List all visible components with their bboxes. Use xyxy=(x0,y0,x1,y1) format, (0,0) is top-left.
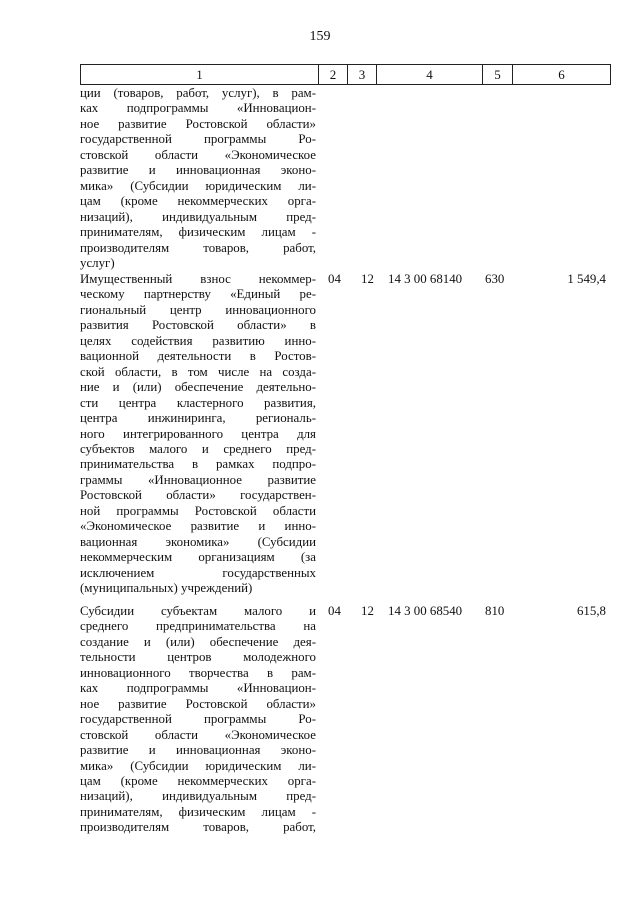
description-line: создание и (или) обеспечение дея- xyxy=(80,634,316,649)
subsection-code: 12 xyxy=(361,604,374,618)
description-line: мика» (Субсидии юридическим ли- xyxy=(80,178,316,193)
description-line: ской области, в том числе на созда- xyxy=(80,364,316,379)
description-line: некоммерческим организациям (за xyxy=(80,550,316,565)
description-line: производителям товаров, работ, xyxy=(80,820,316,835)
description-line: «Экономическое развитие и инно- xyxy=(80,519,316,534)
amount: 1 549,4 xyxy=(567,272,606,286)
section-code: 04 xyxy=(328,272,341,286)
description-line: развитие и инновационная эконо- xyxy=(80,163,316,178)
description-line: инновационного творчества в рам- xyxy=(80,665,316,680)
description-line: центра инжиниринга, региональ- xyxy=(80,411,316,426)
description-line: Ростовской области» государствен- xyxy=(80,488,316,503)
description-line: цам (кроме некоммерческих орга- xyxy=(80,773,316,788)
expense-type-code: 810 xyxy=(485,604,505,618)
description-line: ции (товаров, работ, услуг), в рам- xyxy=(80,86,316,100)
description-line: низаций), индивидуальным пред- xyxy=(80,789,316,804)
description-line: мика» (Субсидии юридическим ли- xyxy=(80,758,316,773)
description-line: принимателям, физическим лицам - xyxy=(80,804,316,819)
description-line: вационной деятельности в Ростов- xyxy=(80,349,316,364)
row-description xyxy=(80,272,316,597)
description-line: низаций), индивидуальным пред- xyxy=(80,209,316,224)
description-line: стовской области «Экономическое xyxy=(80,147,316,162)
target-article-code: 14 3 00 68140 xyxy=(388,272,463,286)
description-line: ной программы Ростовской области xyxy=(80,503,316,518)
row-description xyxy=(80,86,316,271)
description-line: субъектов малого и среднего пред- xyxy=(80,441,316,456)
description-line: гиональный центр инновационного xyxy=(80,302,316,317)
description-line: вационная экономика» (Субсидии xyxy=(80,534,316,549)
description-line: услуг) xyxy=(80,255,115,270)
description-line: производителям товаров, работ, xyxy=(80,240,316,255)
description-line: ках подпрограммы «Инновацион- xyxy=(80,681,316,696)
page-number: 159 xyxy=(309,29,331,44)
description-line: целях содействия развитию инно- xyxy=(80,333,316,348)
description-line: развития Ростовской области» в xyxy=(80,318,316,333)
description-line: государственной программы Ро- xyxy=(80,712,316,727)
description-line: (муниципальных) учреждений) xyxy=(80,581,253,596)
header-col-6: 6 xyxy=(513,65,611,85)
description-line: ческому партнерству «Единый ре- xyxy=(80,287,316,302)
expense-type-code: 630 xyxy=(485,272,505,286)
description-line: развитие и инновационная эконо- xyxy=(80,743,316,758)
description-line: принимателям, физическим лицам - xyxy=(80,225,316,240)
subsection-code: 12 xyxy=(361,272,374,286)
description-line: исключением государственных xyxy=(80,565,316,580)
description-line: ного интегрированного центра для xyxy=(80,426,316,441)
description-line: ное развитие Ростовской области» xyxy=(80,116,316,131)
header-col-1: 1 xyxy=(81,65,319,85)
description-line: стовской области «Экономическое xyxy=(80,727,316,742)
description-line: ное развитие Ростовской области» xyxy=(80,696,316,711)
description-line: ние и (или) обеспечение деятельно- xyxy=(80,380,316,395)
description-line: ках подпрограммы «Инновацион- xyxy=(80,101,316,116)
header-col-2: 2 xyxy=(319,65,348,85)
table-header xyxy=(80,64,611,85)
description-line: Субсидии субъектам малого и xyxy=(80,604,316,618)
target-article-code: 14 3 00 68540 xyxy=(388,604,463,618)
description-line: тельности центров молодежного xyxy=(80,650,316,665)
description-line: цам (кроме некоммерческих орга- xyxy=(80,194,316,209)
description-line: сти центра кластерного развития, xyxy=(80,395,316,410)
header-col-5: 5 xyxy=(483,65,513,85)
section-code: 04 xyxy=(328,604,341,618)
description-line: среднего предпринимательства на xyxy=(80,619,316,634)
description-line: принимательства в рамках подпро- xyxy=(80,457,316,472)
header-col-4: 4 xyxy=(377,65,483,85)
description-line: Имущественный взнос некоммер- xyxy=(80,272,316,286)
description-line: граммы «Инновационное развитие xyxy=(80,472,316,487)
amount: 615,8 xyxy=(576,604,606,618)
header-col-3: 3 xyxy=(348,65,377,85)
description-line: государственной программы Ро- xyxy=(80,132,316,147)
row-description xyxy=(80,604,316,836)
